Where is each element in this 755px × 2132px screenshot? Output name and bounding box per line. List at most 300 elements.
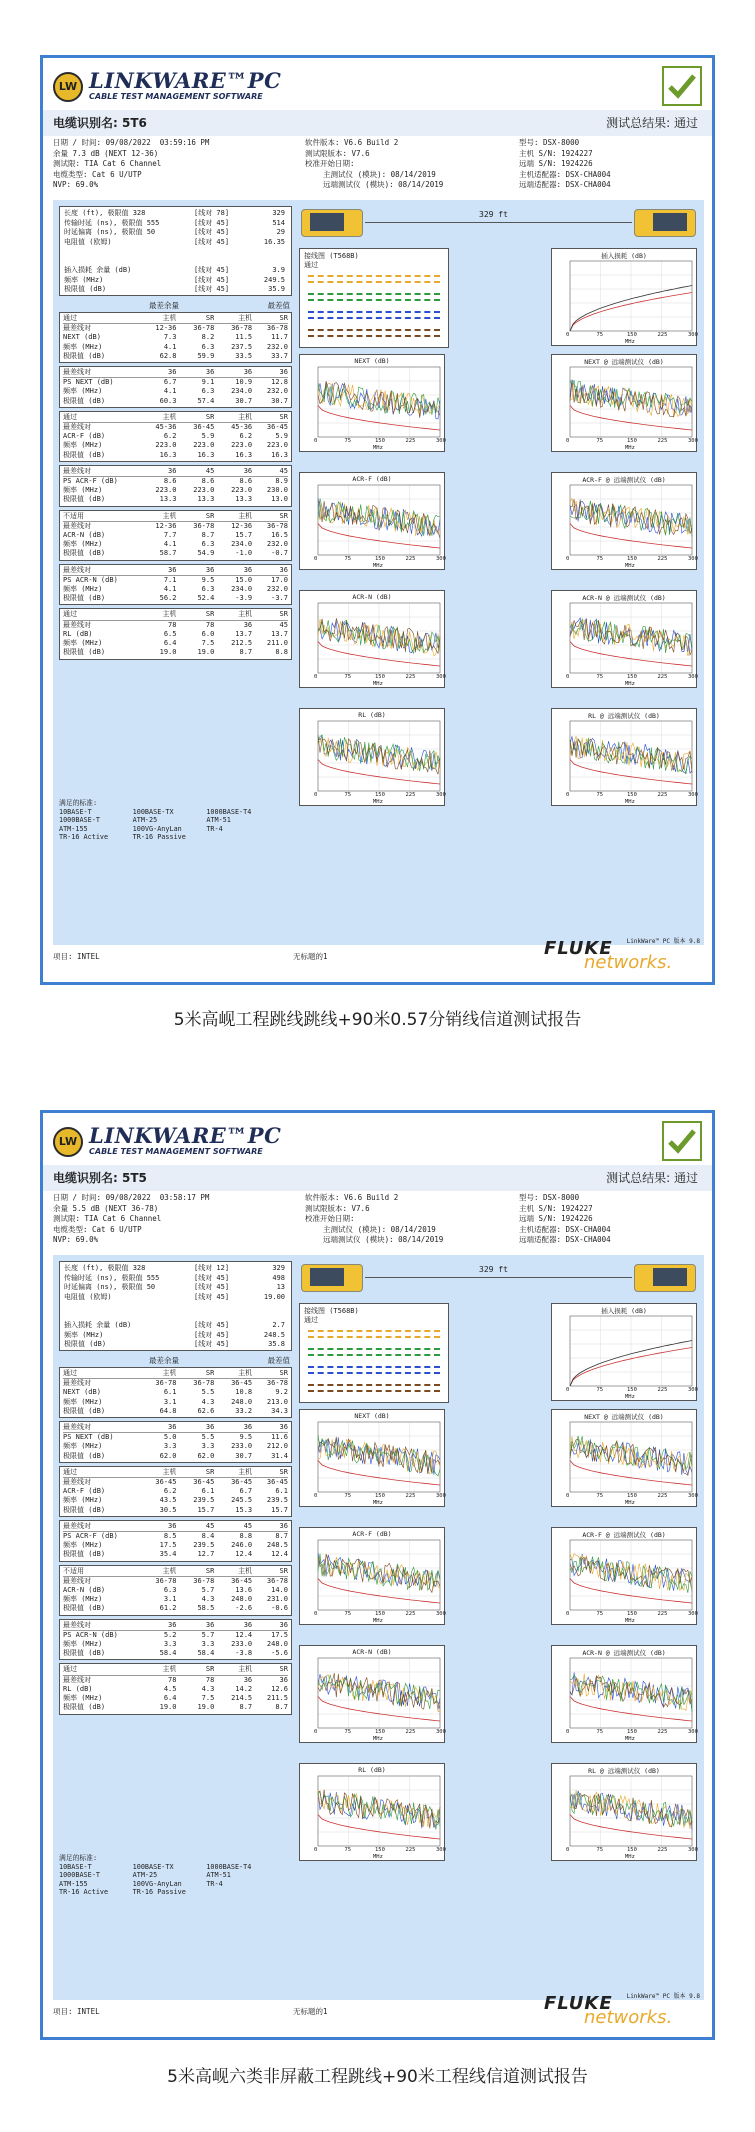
x-tick-label: 300 — [436, 1493, 446, 1499]
header-cell: 36 — [243, 466, 253, 475]
header-cell: SR — [279, 1467, 288, 1476]
x-tick-label: 225 — [657, 1729, 668, 1735]
table-cell: 6.3 — [163, 1586, 177, 1595]
table-cell: 245.5 — [231, 1496, 253, 1505]
header-cell: 主机 — [238, 1369, 253, 1377]
table-cell: 6.4 — [163, 639, 177, 648]
summary-label: 插入损耗 余量 (dB) — [64, 266, 132, 274]
table-cell: 223.0 — [155, 441, 177, 450]
x-tick-label: 300 — [436, 792, 446, 798]
summary-label: 极限值 (dB) — [64, 1340, 107, 1348]
wiremap-result: 通过 — [304, 1316, 318, 1324]
table-cell: 212.0 — [266, 1442, 288, 1451]
x-tick-label: 75 — [596, 674, 604, 680]
table-cell: 4.1 — [163, 585, 177, 594]
table-row — [63, 441, 288, 450]
header-cell: SR — [205, 1467, 215, 1476]
table-cell: 3.1 — [163, 1595, 177, 1604]
header-cell: 主机 — [162, 314, 177, 322]
cable-length: 329 ft — [479, 210, 508, 219]
table-cell: NEXT (dB) — [63, 333, 101, 342]
table-cell: 15.7 — [271, 1505, 288, 1514]
table-row — [63, 1496, 288, 1505]
x-tick-label: 0 — [566, 1729, 570, 1735]
table-cell: 232.0 — [266, 387, 288, 396]
table-cell: 4.1 — [163, 387, 177, 396]
table-cell: 232.0 — [266, 585, 288, 594]
table-row — [63, 621, 288, 630]
fluke-networks: networks. — [584, 952, 673, 973]
table-row — [63, 1586, 288, 1595]
wiremap-wire — [308, 317, 440, 319]
table-cell: 6.0 — [201, 629, 215, 638]
summary-label: 频率 (MHz) — [64, 275, 104, 284]
table-cell: 35.4 — [159, 1550, 177, 1559]
table-cell: 45-36 — [155, 423, 177, 432]
table-row — [63, 1478, 288, 1487]
remote-tester-icon — [634, 209, 696, 237]
header-cell: 主机 — [238, 314, 253, 322]
x-axis-unit: MHz — [373, 1854, 383, 1860]
table-cell: 13.7 — [235, 629, 253, 638]
table-cell: 214.5 — [231, 1694, 253, 1703]
summary-row — [64, 1331, 287, 1341]
worst-value-label: 最差值 — [267, 1356, 290, 1365]
chart-panel — [551, 1645, 697, 1743]
result-group — [59, 564, 292, 606]
table-cell: 8.6 — [163, 477, 177, 486]
cable-length: 329 ft — [479, 1265, 508, 1274]
table-cell: 15.0 — [235, 575, 253, 584]
fluke-name: FLUKE — [544, 1993, 613, 2014]
table-cell: 4.3 — [201, 1595, 215, 1604]
header-cell: 主机 — [238, 1665, 253, 1674]
header-cell: 36 — [279, 1620, 288, 1629]
table-cell: 5.9 — [275, 432, 288, 441]
summary-row — [64, 266, 287, 276]
table-cell: 36-78 — [266, 521, 288, 530]
logo-subtitle: CABLE TEST MANAGEMENT SOFTWARE — [89, 1147, 263, 1156]
group-header — [63, 1468, 288, 1478]
table-cell: PS ACR-F (dB) — [63, 477, 118, 486]
summary-pair: [线对 45] — [194, 1321, 230, 1329]
table-row — [63, 1676, 288, 1685]
wiremap-wire — [308, 1348, 440, 1350]
summary-row — [64, 285, 287, 295]
table-cell: 78 — [168, 1675, 177, 1684]
x-tick-label: 300 — [688, 1493, 698, 1499]
table-cell: 232.0 — [266, 342, 288, 351]
table-row — [63, 1442, 288, 1451]
header-cell: 主机 — [162, 610, 177, 619]
wiremap-wire — [308, 1366, 440, 1368]
pass-check-icon — [662, 1121, 702, 1161]
chart-title: NEXT @ 远端测试仪 (dB) — [584, 358, 664, 366]
table-cell: 233.0 — [231, 1640, 253, 1649]
table-cell: 8.8 — [275, 648, 288, 657]
header-cell: 最差线对 — [63, 1521, 91, 1530]
x-tick-label: 0 — [314, 792, 318, 798]
table-cell: 频率 (MHz) — [63, 342, 103, 351]
x-tick-label: 75 — [344, 792, 352, 798]
header-cell: 主机 — [162, 1566, 177, 1575]
table-cell: 频率 (MHz) — [63, 486, 103, 495]
table-cell: 极限值 (dB) — [63, 1406, 106, 1415]
header-cell: SR — [279, 1665, 288, 1674]
wiremap-wire — [308, 293, 440, 295]
x-axis-unit: MHz — [625, 1736, 635, 1742]
x-tick-label: 300 — [436, 674, 446, 680]
table-cell: 5.5 — [201, 1433, 215, 1442]
table-cell: ACR-N (dB) — [63, 1586, 106, 1595]
header-cell: 通过 — [63, 610, 77, 619]
table-cell: 6.3 — [201, 387, 215, 396]
x-tick-label: 225 — [657, 792, 668, 798]
chart-title: ACR-N @ 远端测试仪 (dB) — [582, 1649, 666, 1657]
table-cell: 11.7 — [271, 333, 288, 342]
table-cell: 8.7 — [239, 1703, 253, 1712]
x-axis-unit: MHz — [373, 445, 383, 451]
table-cell: 最差线对 — [63, 1576, 91, 1585]
table-cell: 5.2 — [163, 1630, 177, 1639]
x-tick-label: 75 — [344, 674, 352, 680]
x-tick-label: 300 — [688, 674, 698, 680]
logo-subtitle: CABLE TEST MANAGEMENT SOFTWARE — [89, 92, 263, 101]
summary-value: 16.35 — [263, 237, 285, 246]
x-tick-label: 75 — [344, 1493, 352, 1499]
group-header — [63, 413, 288, 423]
summary-label: 传输时延 (ns), 极限值 555 — [64, 1273, 160, 1282]
table-cell: 极限值 (dB) — [63, 396, 106, 405]
table-cell: 239.5 — [193, 1496, 215, 1505]
summary-row — [64, 1264, 287, 1274]
table-cell: 极限值 (dB) — [63, 1550, 106, 1559]
header-cell: SR — [205, 1665, 215, 1674]
header-cell: 主机 — [238, 610, 253, 619]
header-cell: SR — [279, 610, 288, 619]
table-cell: 4.1 — [163, 342, 177, 351]
chart-title: RL (dB) — [358, 1766, 386, 1774]
header-cell: SR — [205, 1369, 215, 1377]
chart-panel — [551, 590, 697, 688]
x-axis-unit: MHz — [625, 1854, 635, 1860]
table-cell: 62.6 — [197, 1406, 215, 1415]
summary-value: 329 — [272, 1264, 285, 1272]
summary-label: 电阻值 (欧姆) — [64, 237, 112, 246]
report-caption: 5米高岘六类非屏蔽工程跳线+90米工程线信道测试报告 — [167, 2067, 588, 2087]
group-header — [63, 1423, 288, 1433]
x-tick-label: 75 — [344, 1729, 352, 1735]
table-cell: 8.2 — [201, 333, 215, 342]
x-tick-label: 0 — [566, 1611, 570, 1617]
table-cell: 4.5 — [163, 1684, 177, 1693]
table-cell: 231.0 — [266, 1595, 288, 1604]
table-cell: 频率 (MHz) — [63, 1595, 103, 1604]
x-tick-label: 0 — [314, 1847, 318, 1853]
table-row — [63, 1577, 288, 1586]
table-cell: 78 — [205, 620, 215, 629]
table-cell: 频率 (MHz) — [63, 1694, 103, 1703]
table-cell: -2.6 — [235, 1604, 253, 1613]
project-label: 项目: INTEL — [53, 2007, 100, 2016]
summary-value: 29 — [276, 228, 285, 236]
table-cell: 223.0 — [193, 441, 215, 450]
fluke-logo — [544, 1993, 684, 2035]
table-row — [63, 1595, 288, 1604]
table-cell: 11.6 — [271, 1433, 288, 1442]
summary-box — [59, 1261, 292, 1351]
header-cell: SR — [205, 1566, 215, 1575]
summary-value: 35.8 — [268, 1340, 285, 1348]
header-cell: 最差线对 — [63, 1423, 91, 1432]
table-cell: 58.7 — [159, 549, 177, 558]
overall-result: 测试总结果: 通过 — [606, 116, 698, 130]
table-cell: 36-45 — [231, 1379, 253, 1388]
table-cell: 频率 (MHz) — [63, 639, 103, 648]
table-cell: 最差线对 — [63, 1675, 91, 1684]
table-cell: 6.7 — [239, 1487, 253, 1496]
table-row — [63, 585, 288, 594]
table-row — [63, 1398, 288, 1407]
header-cell: 36 — [168, 565, 177, 574]
chart-panel — [551, 1303, 697, 1401]
table-cell: 最差线对 — [63, 423, 91, 432]
table-cell: 45-36 — [231, 423, 253, 432]
x-tick-label: 0 — [314, 1729, 318, 1735]
software-version: LinkWare™ PC 版本 9.8 — [626, 1993, 700, 2000]
table-cell: 6.7 — [163, 378, 177, 387]
x-tick-label: 0 — [566, 674, 570, 680]
table-cell: 16.5 — [271, 531, 288, 540]
header-cell: SR — [279, 511, 288, 520]
table-cell: 14.0 — [271, 1586, 288, 1595]
table-cell: 234.0 — [231, 540, 253, 549]
table-cell: 6.3 — [201, 585, 215, 594]
header-cell: 36 — [168, 466, 177, 475]
x-tick-label: 225 — [657, 438, 668, 444]
result-group — [59, 465, 292, 507]
x-tick-label: 150 — [627, 438, 637, 444]
result-group — [59, 608, 292, 659]
x-tick-label: 0 — [566, 792, 570, 798]
table-cell: 33.7 — [271, 351, 288, 360]
table-cell: 9.1 — [201, 378, 215, 387]
x-axis-unit: MHz — [625, 799, 635, 805]
header-cell: 45 — [279, 466, 288, 475]
table-cell: 36 — [243, 620, 253, 629]
header-cell: SR — [279, 1369, 288, 1377]
table-cell: 5.9 — [201, 432, 215, 441]
table-row — [63, 576, 288, 585]
x-tick-label: 225 — [405, 556, 416, 562]
tester-screen — [310, 213, 344, 231]
x-tick-label: 0 — [566, 332, 570, 338]
table-cell: PS ACR-N (dB) — [63, 575, 118, 584]
results-table — [59, 312, 292, 663]
table-cell: 246.0 — [231, 1541, 253, 1550]
header-cell: 最差线对 — [63, 565, 91, 574]
table-cell: 78 — [205, 1675, 215, 1684]
table-cell: 36 — [243, 1675, 253, 1684]
chart-panel — [299, 472, 445, 570]
header-cell: 主机 — [238, 1566, 253, 1575]
table-cell: 15.7 — [235, 531, 253, 540]
table-row — [63, 1487, 288, 1496]
x-tick-label: 75 — [596, 332, 604, 338]
table-cell: 16.3 — [197, 450, 215, 459]
report-body — [53, 200, 704, 945]
table-cell: 4.1 — [163, 540, 177, 549]
table-cell: 5.5 — [201, 1388, 215, 1397]
table-cell: 36-78 — [231, 324, 253, 333]
group-header — [63, 467, 288, 477]
header-cell: 通过 — [63, 1467, 77, 1476]
table-cell: 8.6 — [201, 477, 215, 486]
table-cell: 58.4 — [159, 1649, 177, 1658]
x-axis-unit: MHz — [625, 1394, 635, 1400]
summary-value: 248.5 — [263, 1330, 285, 1339]
table-cell: 234.0 — [231, 585, 253, 594]
header-cell: 36 — [279, 368, 288, 377]
table-cell: 8.7 — [239, 648, 253, 657]
x-tick-label: 300 — [436, 438, 446, 444]
x-tick-label: 0 — [314, 674, 318, 680]
x-tick-label: 225 — [405, 1729, 416, 1735]
chart-title: NEXT @ 远端测试仪 (dB) — [584, 1413, 664, 1421]
x-tick-label: 0 — [314, 1493, 318, 1499]
table-cell: 7.1 — [163, 575, 177, 584]
header-cell: 45 — [205, 466, 215, 475]
test-meta-col2: 软件版本: V6.6 Build 2 测试限版本: V7.6 校准开始日期: 主测试仪 (模块): 08/14/2019 远端测试仪 (模块): 08/14/2019 — [305, 138, 444, 189]
table-cell: -0.6 — [271, 1604, 288, 1613]
table-cell: 33.5 — [235, 351, 253, 360]
table-cell: 33.2 — [235, 1406, 253, 1415]
table-cell: 6.2 — [163, 1487, 177, 1496]
x-tick-label: 75 — [344, 1847, 352, 1853]
table-row — [63, 1452, 288, 1461]
x-tick-label: 150 — [627, 792, 637, 798]
result-group — [59, 1663, 292, 1714]
table-row — [63, 486, 288, 495]
table-row — [63, 1631, 288, 1640]
x-tick-label: 150 — [375, 792, 385, 798]
summary-pair: [线对 45] — [194, 1330, 230, 1339]
summary-value: 329 — [272, 209, 285, 217]
header-cell: 36 — [168, 1521, 177, 1530]
wiremap — [299, 1303, 449, 1403]
table-cell: 最差线对 — [63, 1478, 91, 1487]
chart-title: RL (dB) — [358, 711, 386, 719]
table-cell: 频率 (MHz) — [63, 585, 103, 594]
table-cell: 8.7 — [201, 531, 215, 540]
table-cell: 7.3 — [163, 333, 177, 342]
summary-pair: [线对 45] — [194, 1283, 230, 1291]
table-cell: 3.3 — [201, 1442, 215, 1451]
summary-value: 249.5 — [263, 275, 285, 284]
x-tick-label: 225 — [657, 674, 668, 680]
group-header — [63, 314, 288, 324]
chart-title: RL @ 远端测试仪 (dB) — [588, 712, 660, 720]
summary-pair: [线对 45] — [194, 1340, 230, 1348]
x-tick-label: 225 — [657, 1611, 668, 1617]
chart-panel — [551, 354, 697, 452]
table-cell: 248.0 — [266, 1640, 288, 1649]
results-panel — [59, 1261, 292, 1994]
x-tick-label: 0 — [314, 438, 318, 444]
group-header — [63, 610, 288, 620]
chart-title: ACR-N @ 远端测试仪 (dB) — [582, 594, 666, 602]
group-header — [63, 368, 288, 378]
x-tick-label: 225 — [657, 1847, 668, 1853]
x-tick-label: 150 — [375, 674, 385, 680]
x-tick-label: 225 — [405, 792, 416, 798]
result-group — [59, 366, 292, 408]
summary-value: 19.00 — [263, 1292, 285, 1301]
chart-panel — [551, 1763, 697, 1861]
x-tick-label: 150 — [375, 1493, 385, 1499]
table-cell: 62.0 — [159, 1451, 177, 1460]
table-cell: 极限值 (dB) — [63, 495, 106, 504]
table-cell: 36-45 — [231, 1478, 253, 1487]
table-cell: 36-45 — [266, 1478, 288, 1487]
table-cell: 13.0 — [271, 495, 288, 504]
pass-check-icon — [662, 66, 702, 106]
chart-panel — [551, 472, 697, 570]
table-cell: 30.7 — [271, 396, 288, 405]
tester-screen — [653, 213, 687, 231]
header-cell: 36 — [205, 368, 215, 377]
standards-list: 满足的标准: 10BASE-T 100BASE-TX 1000BASE-T4 1000BASE-T ATM-25 ATM-51 ATM-155 100VG-AnyLan TR-4 TR-16 Active TR-16 Passive — [59, 1854, 252, 1897]
chart-panel — [299, 1527, 445, 1625]
table-cell: 6.3 — [201, 540, 215, 549]
table-row — [63, 1640, 288, 1649]
group-header — [63, 1369, 288, 1379]
header-cell: SR — [205, 314, 215, 322]
table-cell: 34.3 — [271, 1406, 288, 1415]
table-cell: 36-78 — [155, 1576, 177, 1585]
table-cell: 36-78 — [193, 1576, 215, 1585]
x-tick-label: 300 — [688, 1847, 698, 1853]
table-cell: 36-78 — [266, 324, 288, 333]
table-cell: 8.5 — [163, 1532, 177, 1541]
table-cell: 36-78 — [193, 1379, 215, 1388]
cable-id: 电缆识别名: 5T5 — [53, 1171, 147, 1185]
x-tick-label: 150 — [627, 1611, 637, 1617]
table-cell: 3.3 — [163, 1442, 177, 1451]
chart-title: NEXT (dB) — [354, 357, 390, 365]
header-cell: 36 — [243, 1620, 253, 1629]
table-row — [63, 1649, 288, 1658]
x-tick-label: 75 — [344, 438, 352, 444]
header-cell: 36 — [205, 565, 215, 574]
table-cell: 频率 (MHz) — [63, 1397, 103, 1406]
table-cell: 45 — [279, 620, 288, 629]
tester-screen — [310, 1268, 344, 1286]
table-cell: 12-36 — [155, 521, 177, 530]
table-row — [63, 477, 288, 486]
result-group — [59, 1367, 292, 1418]
table-cell: 17.5 — [159, 1541, 177, 1550]
x-axis-unit: MHz — [625, 1500, 635, 1506]
table-cell: 9.5 — [239, 1433, 253, 1442]
x-axis-unit: MHz — [373, 799, 383, 805]
summary-value: 498 — [272, 1273, 285, 1282]
summary-row — [64, 228, 287, 238]
chart-panel — [299, 354, 445, 452]
table-cell: 极限值 (dB) — [63, 351, 106, 360]
table-cell: 8.4 — [201, 1532, 215, 1541]
table-cell: 最差线对 — [63, 521, 91, 530]
